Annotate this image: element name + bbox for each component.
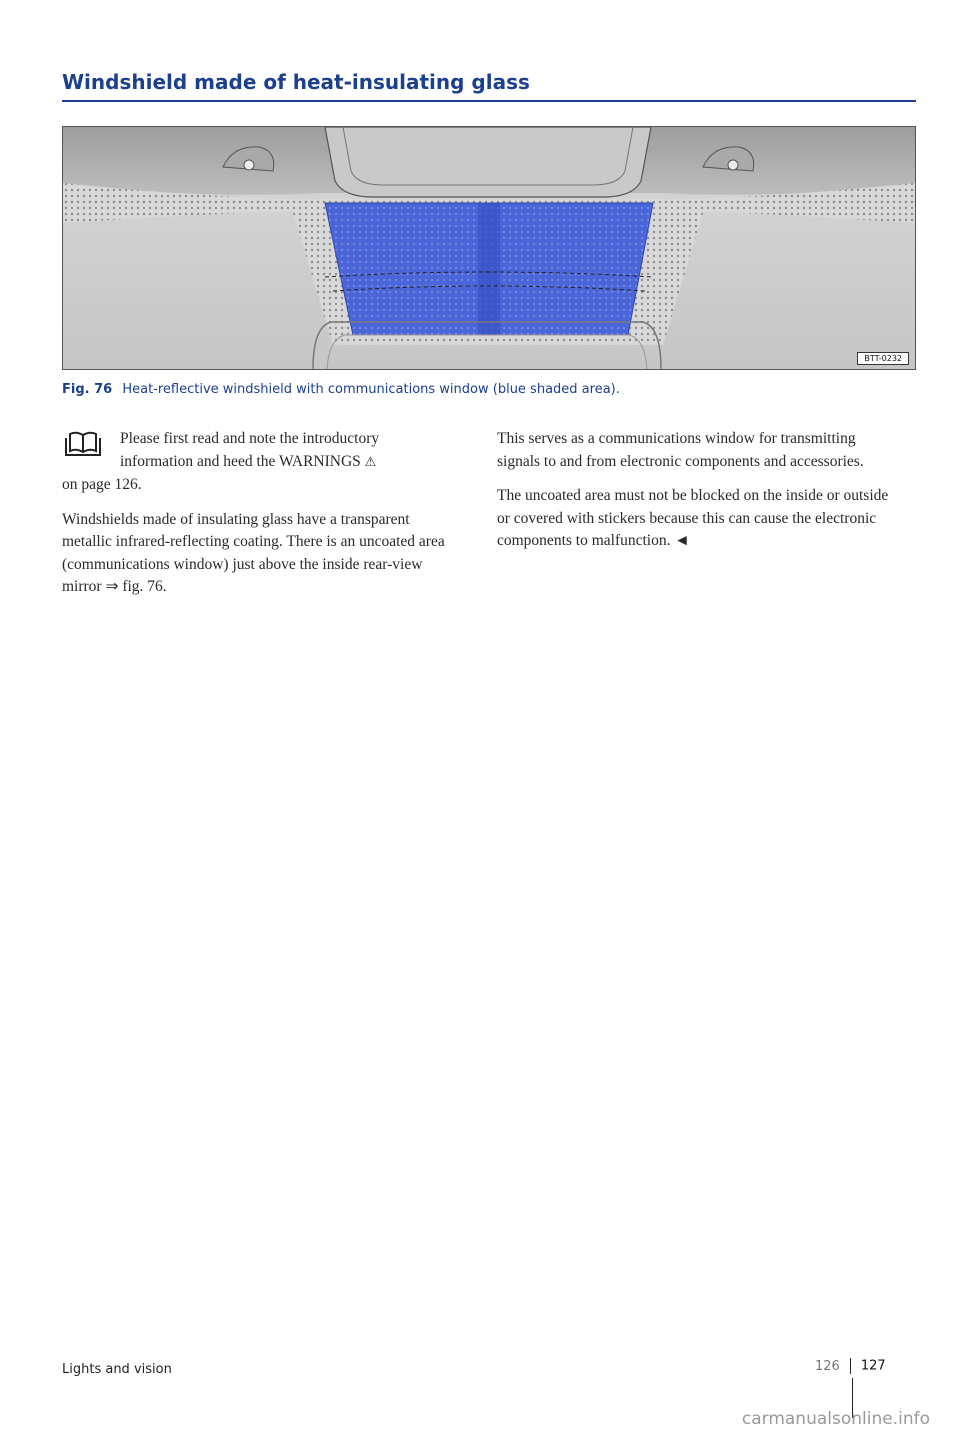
paragraph-uncoated [497,485,897,553]
page-title: Windshield made of heat-insulating glass [62,70,530,94]
paragraph-uncoated-text: The uncoated area must not be blocked on the inside or outside or covered with stickers because this can cause the electronic components to malfunction. [497,487,889,549]
page-separator [850,1358,851,1374]
intro-note [62,428,462,497]
paragraph-coating: Windshields made of insulating glass have a transparent metallic infrared-reflecting coating. There is an uncoated area (communications window) just above the inside rear-view mirror ⇒ fig. 76. [62,510,445,595]
intro-line-2: information and heed the WARNINGS [120,452,361,470]
windshield-figure [62,126,916,370]
intro-line-1: Please first read and note the introductory [120,430,380,447]
figure-caption-text: Heat-reflective windshield with communications window (blue shaded area). [122,382,620,397]
figure-number: Fig. 76 [62,382,113,397]
watermark: carmanualsonline.info [741,1409,930,1429]
page-number-current: 127 [860,1358,886,1374]
figure-caption [62,382,916,397]
figure-code: BTT-0232 [857,352,909,365]
book-icon [62,428,104,458]
paragraph-communications: This serves as a communications window for transmitting signals to and from electronic components and accessories. [497,430,864,470]
intro-line-3: on page 126. [62,476,142,493]
windshield-illustration [63,127,915,369]
section-footer: Lights and vision [62,1362,172,1377]
page-numbers [815,1358,886,1374]
end-marker-icon: ◄ [674,532,690,549]
left-column [62,428,462,611]
right-column [497,428,897,565]
page-number-prev: 126 [815,1358,840,1374]
warning-icon: ⚠ [364,454,377,470]
title-divider [62,100,916,102]
